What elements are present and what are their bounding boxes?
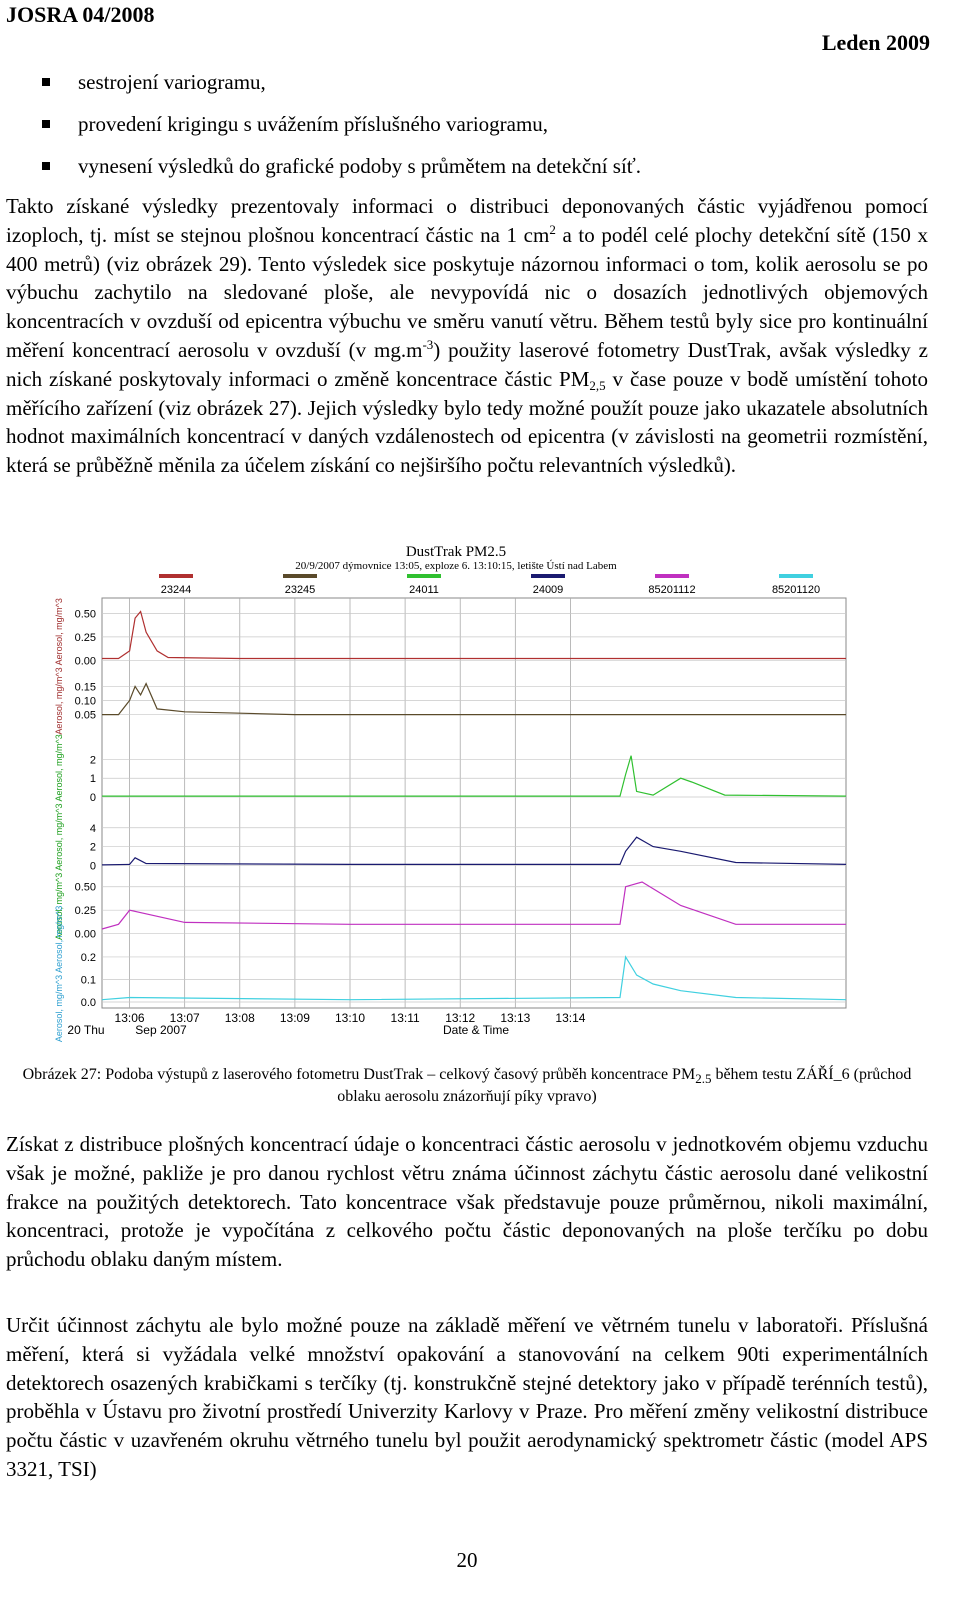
bullet-item [6, 154, 926, 196]
x-tick-label: 13:11 [390, 1011, 420, 1025]
bullet-text: vynesení výsledků do grafické podoby s průmětem na detekční síť. [78, 154, 642, 178]
y-tick-label: 0.25 [74, 905, 96, 918]
bullet-text: provedení krigingu s uvážením příslušného variogramu, [78, 112, 549, 136]
legend-swatch [779, 574, 813, 578]
y-tick-label: 0.1 [80, 974, 96, 987]
chart-legend [159, 574, 820, 596]
caption-subscript: 2.5 [695, 1071, 712, 1086]
y-tick-label: 4 [89, 822, 96, 835]
issue-date: Leden 2009 [821, 30, 930, 55]
legend-label: 85201120 [771, 584, 821, 596]
start-month-label: Sep 2007 [135, 1023, 187, 1037]
y-tick-label: 0.25 [74, 631, 96, 644]
para1-superscript: -3 [422, 336, 434, 352]
y-tick-label: 1 [89, 773, 96, 786]
y-axis-labels [54, 598, 96, 1042]
square-bullet-icon [42, 120, 50, 128]
paragraph-2: Získat z distribuce plošných koncentrací údaje o koncentraci částic aerosolu v jednotkovém objemu vzduchu však je možné, pakliže je pro danou rychlost větru známa účinnost záchytu částic aerosolu dané velikostní frakce na použitých detektorech. Tato koncentrace však představuje pouze průměrnou, nikoli maximální, koncentraci, protože je vypočítána z celkového počtu částic deponovaných na ploše terčíku po dobu průchodu oblaku daným místem. [6, 1132, 928, 1272]
x-tick-label: 13:09 [279, 1011, 310, 1025]
bullet-item [6, 70, 926, 112]
chart-subtitle: 20/9/2007 dýmovnice 13:05, exploze 6. 13:10:15, letište Ústí nad Labem [295, 560, 617, 572]
paragraph-3: Určit účinnost záchytu ale bylo možné pouze na základě měření ve větrném tunelu v laboratoři. Příslušná měření, která si vyžádala velké množství opakování a stanovování na celkem 90ti experimentálních detektorech osazených krabičkami s terčíky (tj. konstrukčně stejné detektory jako v případě terénních testů), proběhla v Ústavu pro životní prostředí Univerzity Karlovy v Praze. Pro měření změny velikostní distribuce počtu částic v uzavřeném okruhu větrného tunelu byl použit aerodynamický spektrometr částic (model APS 3321, TSI) [6, 1313, 928, 1481]
figure-caption [6, 1064, 928, 1108]
y-tick-label: 0.0 [80, 997, 96, 1009]
legend-swatch [283, 574, 317, 578]
y-tick-label: 0 [89, 860, 96, 873]
legend-label: 24011 [409, 584, 439, 596]
caption-text-b: během testu ZÁŘÍ_6 (průchod oblaku aerosolu znázorňují píky vpravo) [337, 1066, 912, 1105]
y-tick-label: 0 [89, 792, 96, 804]
legend-label: 23245 [284, 584, 316, 596]
y-tick-label: 2 [89, 754, 96, 767]
x-tick-label: 13:06 [114, 1011, 145, 1025]
bullet-text: sestrojení variogramu, [78, 70, 266, 94]
legend-swatch [407, 574, 441, 578]
para1-text-d: v čase pouze v bodě umístění tohoto měřícího zařízení (viz obrázek 27). Jejich výsledky bylo tedy možné použít pouze jako ukazatele absolutních hodnot maximálních koncentrací v daných vzdálenostech od epicentra (v závislosti na geometrii rozmístění, která se průběžně měnila za účelem získání co nejširšího počtu relevantních výsledků). [6, 366, 928, 478]
y-tick-label: 2 [89, 841, 96, 854]
caption-text-a: Obrázek 27: Podoba výstupů z laserového fotometru DustTrak – celkový časový průběh koncentrace PM [22, 1066, 696, 1083]
plot-area [102, 598, 846, 1025]
plot-frame [102, 598, 846, 1008]
y-tick-label: 0.00 [74, 655, 96, 668]
y-axis-label: Aerosol, mg/m^3 Aerosol, mg/m^3 [54, 905, 64, 1043]
square-bullet-icon [42, 162, 50, 170]
journal-header: JOSRA 04/2008 [6, 2, 155, 27]
para1-superscript: 2 [549, 221, 556, 237]
y-tick-label: 0.50 [74, 881, 96, 894]
x-tick-label: 13:12 [445, 1011, 476, 1025]
legend-label: 24009 [532, 584, 564, 596]
legend-swatch [531, 574, 565, 578]
dusttrak-chart [54, 543, 876, 1043]
start-day-label: 20 Thu [67, 1023, 105, 1037]
para1-subscript: 2,5 [589, 377, 606, 393]
bullet-list [6, 70, 926, 196]
x-tick-label: 13:07 [169, 1011, 200, 1025]
x-tick-label: 13:13 [500, 1011, 531, 1025]
legend-label: 23244 [160, 584, 192, 596]
y-axis-label: Aerosol, mg/m^3 Aerosol, mg/m^3 Aerosol, mg/m^3 [54, 734, 64, 941]
y-axis-label: Aerosol, mg/m^3 Aerosol, mg/m^3 [54, 598, 64, 735]
para1-text-b: a to podél celé plochy detekční sítě (150 x 400 metrů) (viz obrázek 29). Tento výsledek sice poskytuje názornou informaci o tom, kolik aerosolu se po výbuchu zachytilo na sledované ploše, ale nevypovídá nic o dosazích jednotlivých objemových koncentracích v ovzduší od epicentra výbuchu ve směru vanutí větru. Během testů byly sice pro kontinuální měření koncentrací aerosolu v ovzduší (v mg.m [6, 222, 928, 362]
legend-label: 85201112 [648, 584, 696, 596]
x-tick-label: 13:10 [334, 1011, 366, 1025]
x-tick-label: 13:08 [224, 1011, 255, 1025]
y-tick-label: 0.2 [80, 951, 96, 964]
x-axis-label: Date & Time [442, 1023, 510, 1037]
y-tick-label: 0.10 [74, 695, 96, 708]
y-tick-label: 0.05 [74, 709, 96, 722]
legend-swatch [159, 574, 193, 578]
x-tick-label: 13:14 [555, 1011, 586, 1025]
chart-title: DustTrak PM2.5 [405, 544, 507, 560]
para1-text-a: Takto získané výsledky prezentovaly informaci o distribuci deponovaných částic vyjádřenou pomocí izoploch, tj. míst se stejnou plošnou koncentrací částic na 1 cm [6, 194, 928, 247]
y-tick-label: 0.00 [74, 928, 96, 941]
legend-swatch [655, 574, 689, 578]
page-number: 20 [456, 1548, 478, 1572]
para1-text-c: ) použity laserové fotometry DustTrak, avšak výsledky z nich získané poskytovaly informaci o změně koncentrace částic PM [6, 337, 929, 391]
y-tick-label: 0.50 [74, 608, 96, 621]
paragraph-1 [6, 192, 928, 480]
bullet-item [6, 112, 926, 154]
y-tick-label: 0.15 [74, 681, 96, 694]
square-bullet-icon [42, 78, 50, 86]
